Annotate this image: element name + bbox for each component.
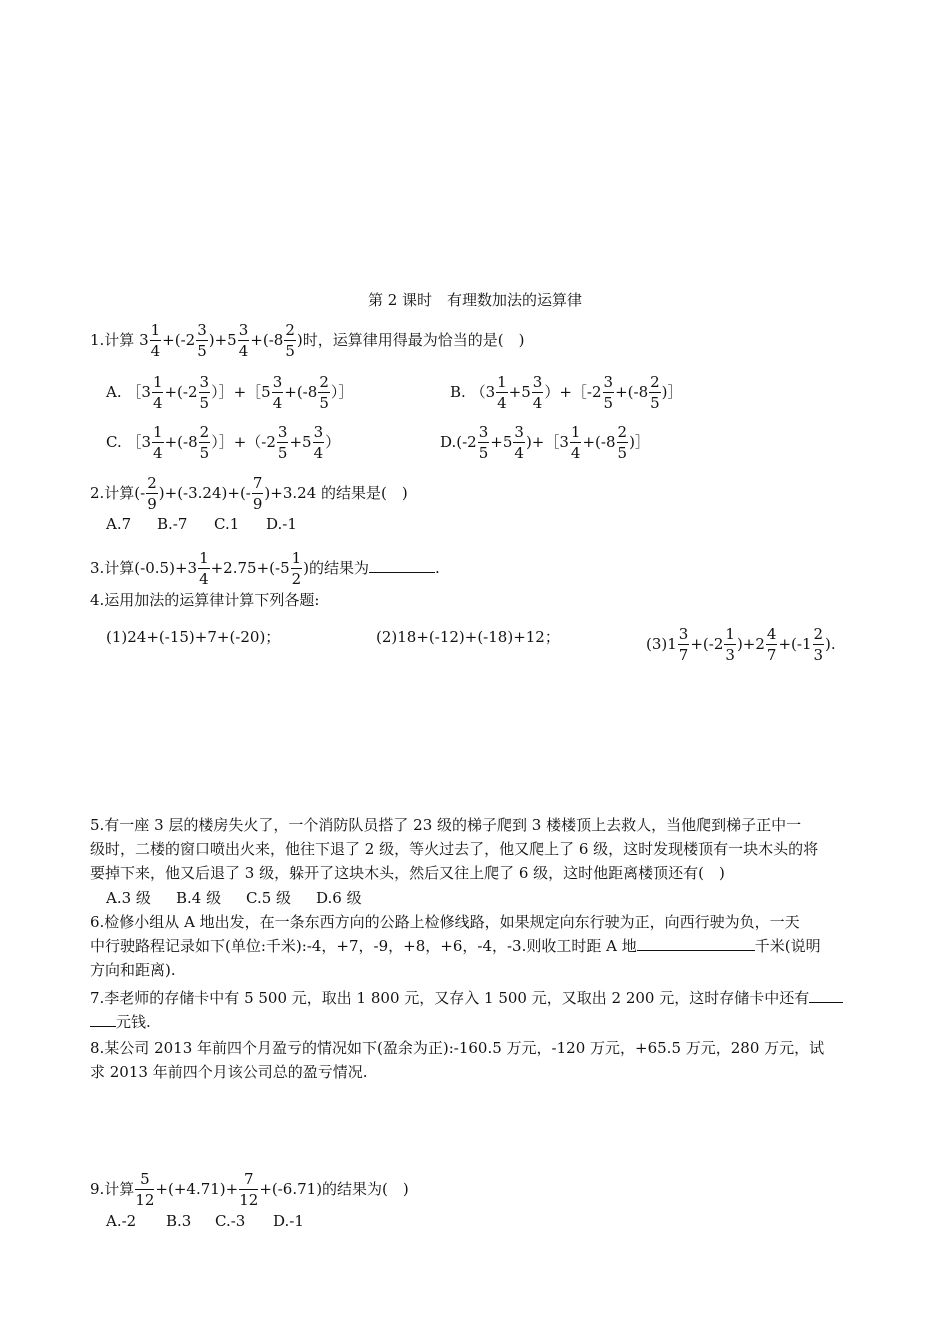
question-9: 9.计算 $\frac{5}{12}$ +(+4.71)+ $\frac{7}{12}$ +(-6.71)的结果为( ) [90, 1170, 409, 1209]
question-8: 8.某公司 2013 年前四个月盈亏的情况如下(盈余为正):-160.5 万元，-120 万元，+65.5 万元，280 万元，试 求 2013 年前四个月该公司总的盈亏情况. [90, 1039, 825, 1081]
question-6: 6.检修小组从 A 地出发，在一条东西方向的公路上检修线路，如果规定向东行驶为正，向西行驶为负，一天 中行驶路程记录如下(单位:千米):-4，+7，-9，+8，+6，-4，-3.则收工时距 A 地 千米(说明 方向和距离). [90, 913, 821, 979]
q9-option-c[interactable]: C.-3 [215, 1212, 246, 1230]
answer-blank[interactable] [637, 936, 755, 951]
q4-part-3: (3)1 $\frac{3}{7}$ +(-2 $\frac{1}{3}$ )+2 $\frac{4}{7}$ +(-1 $\frac{2}{3}$ ). [646, 625, 836, 664]
q1-option-b[interactable]: B. （3 $\frac{1}{4}$ +5 $\frac{3}{4}$ ）+［-2 $\frac{3}{5}$ +(-8 $\frac{2}{5}$ )］ [450, 373, 683, 412]
question-5: 5.有一座 3 层的楼房失火了，一个消防队员搭了 23 级的梯子爬到 3 楼楼顶上去救人，当他爬到梯子正中一 级时，二楼的窗口喷出火来，他往下退了 2 级，等火过去了，他又爬上了 6 级，这时发现楼顶有一块木头的将 要掉下来，他又后退了 3 级，躲开了这块木头，然后又往上爬了 6 级，这时他距离楼顶还有( ) [90, 816, 819, 882]
q9-option-a[interactable]: A.-2 [106, 1212, 137, 1230]
page-title: 第 2 课时 有理数加法的运算律 [367, 291, 583, 309]
q5-option-d[interactable]: D.6 级 [316, 889, 362, 907]
q5-option-a[interactable]: A.3 级 [106, 889, 151, 907]
question-1: 1.计算 3 $\frac{1}{4}$ +(-2 $\frac{3}{5}$ )+5 $\frac{3}{4}$ +(-8 $\frac{2}{5}$ )时，运算律用得最为恰当的是( ) [90, 321, 525, 360]
q2-option-c[interactable]: C.1 [214, 515, 240, 533]
q2-option-a[interactable]: A.7 [106, 515, 132, 533]
fraction: $\frac{1}{4}$ [150, 321, 161, 360]
fraction: $\frac{3}{5}$ [197, 321, 207, 360]
q9-option-d[interactable]: D.-1 [273, 1212, 304, 1230]
q5-option-c[interactable]: C.5 级 [246, 889, 292, 907]
fraction: $\frac{2}{5}$ [285, 321, 295, 360]
q4-part-2: (2)18+(-12)+(-18)+12； [376, 628, 560, 646]
fraction: $\frac{3}{4}$ [238, 321, 249, 360]
answer-blank[interactable] [90, 1012, 116, 1027]
q9-option-b[interactable]: B.3 [166, 1212, 192, 1230]
q1-option-a[interactable]: A. ［3 $\frac{1}{4}$ +(-2 $\frac{3}{5}$ ）］+［5 $\frac{3}{4}$ +(-8 $\frac{2}{5}$ ）］ [106, 373, 354, 412]
answer-blank[interactable] [809, 988, 843, 1003]
q4-part-1: (1)24+(-15)+7+(-20)； [106, 628, 281, 646]
q1-option-c[interactable]: C. ［3 $\frac{1}{4}$ +(-8 $\frac{2}{5}$ ）］+（-2 $\frac{3}{5}$ +5 $\frac{3}{4}$ ） [106, 423, 341, 462]
question-3: 3.计算(-0.5)+3 $\frac{1}{4}$ +2.75+(-5 $\frac{1}{2}$ )的结果为 . [90, 549, 440, 588]
answer-blank[interactable] [369, 558, 435, 573]
q2-option-d[interactable]: D.-1 [266, 515, 297, 533]
question-2: 2.计算(- $\frac{2}{9}$ )+(-3.24)+(- $\frac{7}{9}$ )+3.24 的结果是( ) [90, 474, 408, 513]
question-4: 4.运用加法的运算律计算下列各题: [90, 591, 320, 609]
q5-option-b[interactable]: B.4 级 [176, 889, 222, 907]
question-7: 7.李老师的存储卡中有 5 500 元，取出 1 800 元，又存入 1 500 元，又取出 2 200 元，这时存储卡中还有 元钱. [90, 986, 860, 1034]
q2-option-b[interactable]: B.-7 [157, 515, 188, 533]
q1-option-d[interactable]: D.(-2 $\frac{3}{5}$ +5 $\frac{3}{4}$ )+［3 $\frac{1}{4}$ +(-8 $\frac{2}{5}$ )］ [440, 423, 650, 462]
